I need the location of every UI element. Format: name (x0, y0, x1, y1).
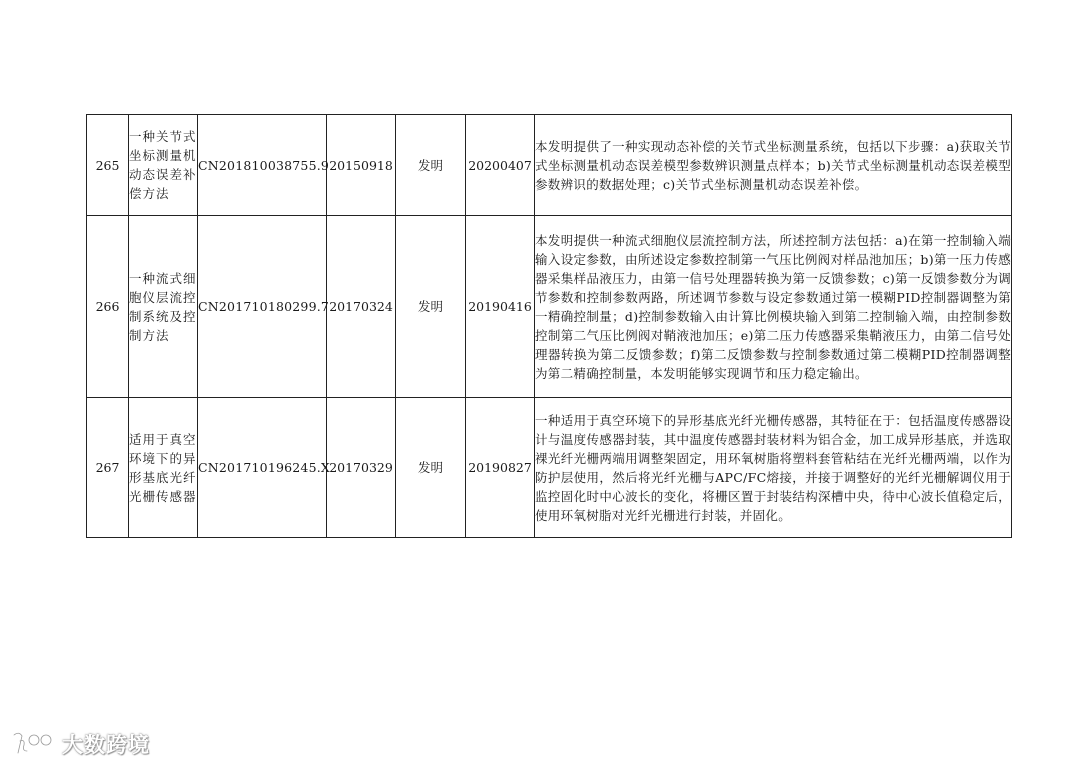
application-date: 20150918 (327, 115, 396, 216)
patent-type: 发明 (396, 216, 466, 398)
patent-abstract: 本发明提供一种流式细胞仪层流控制方法，所述控制方法包括：a)在第一控制输入端输入设定参数，由所述设定参数控制第一气压比例阀对样品池加压；b)第一压力传感器采集样品液压力，由第一信号处理器转换为第一反馈参数；c)第一反馈参数分为调节参数和控制参数两路，所述调节参数与设定参数通过第一模糊PID控制器调整为第一精确控制量；d)控制参数输入由计算比例模块输入到第二控制输入端，由控制参数控制第二气压比例阀对鞘液池加压；e)第二压力传感器采集鞘液压力，由第二信号处理器转换为第二反馈参数；f)第二反馈参数与控制参数通过第二模糊PID控制器调整为第二精确控制量，本发明能够实现调节和压力稳定输出。 (535, 216, 1012, 398)
application-number: CN201710196245.X (198, 398, 327, 538)
patent-abstract: 本发明提供了一种实现动态补偿的关节式坐标测量系统，包括以下步骤：a)获取关节式坐标测量机动态误差模型参数辨识测量点样本；b)关节式坐标测量机动态误差模型参数辨识的数据处理；c)关节式坐标测量机动态误差补偿。 (535, 115, 1012, 216)
application-date: 20170324 (327, 216, 396, 398)
row-number: 267 (87, 398, 129, 538)
watermark-text: 大数跨境 (62, 733, 150, 757)
application-number: CN201710180299.7 (198, 216, 327, 398)
publication-date: 20200407 (466, 115, 535, 216)
brand-logo-icon (10, 729, 56, 759)
patent-table (86, 114, 1012, 538)
patent-title: 适用于真空环境下的异形基底光纤光栅传感器 (129, 398, 198, 538)
table-row (87, 115, 1012, 216)
publication-date: 20190827 (466, 398, 535, 538)
patent-title: 一种流式细胞仪层流控制系统及控制方法 (129, 216, 198, 398)
table-row (87, 216, 1012, 398)
patent-type: 发明 (396, 398, 466, 538)
watermark (10, 727, 150, 761)
patent-abstract: 一种适用于真空环境下的异形基底光纤光栅传感器，其特征在于：包括温度传感器设计与温度传感器封装，其中温度传感器封装材料为铝合金，加工成异形基底，并选取裸光纤光栅两端用调整架固定，用环氧树脂将塑料套管粘结在光纤光栅两端，以作为防护层使用，然后将光纤光栅与APC/FC熔接，并接于调整好的光纤光栅解调仪用于监控固化时中心波长的变化，将栅区置于封装结构深槽中央，待中心波长值稳定后，使用环氧树脂对光纤光栅进行封装，并固化。 (535, 398, 1012, 538)
application-number: CN201810038755.9 (198, 115, 327, 216)
application-date: 20170329 (327, 398, 396, 538)
publication-date: 20190416 (466, 216, 535, 398)
row-number: 265 (87, 115, 129, 216)
table-row (87, 398, 1012, 538)
patent-title: 一种关节式坐标测量机动态误差补偿方法 (129, 115, 198, 216)
patent-type: 发明 (396, 115, 466, 216)
row-number: 266 (87, 216, 129, 398)
